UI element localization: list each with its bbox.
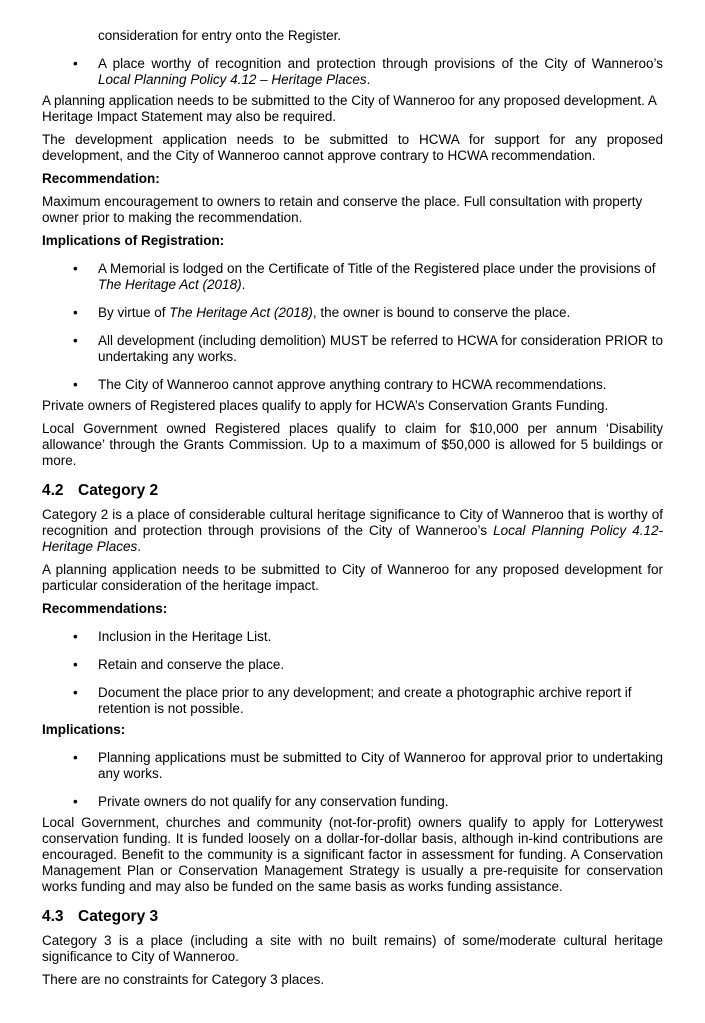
para-lotterywest-funding: Local Government, churches and community (not-for-profit) owners qualify to apply for Lotterywest conservation funding. It is funded loosely on a dollar-for-dollar basis, although in-kind contributions are encouraged. Benefit to the community is a significant factor in assessment for funding. A Conservation Management Plan or Conservation Management Strategy is usually a pre-requisite for conservation works funding and may also be funded on the same basis as works funding assistance.: [42, 815, 663, 894]
bullet-text: By virtue of: [98, 305, 170, 320]
bullet-item-document: [42, 685, 663, 717]
para-planning-application-2: A planning application needs to be submitted to City of Wanneroo for any proposed development for particular consideration of the heritage impact.: [42, 562, 663, 593]
bullet-icon: •: [73, 56, 78, 71]
bullet-item-all-development: [42, 333, 663, 365]
para-private-owners: Private owners of Registered places qualify to apply for HCWA’s Conservation Grants Funding.: [42, 398, 609, 413]
para-text-post: .: [137, 539, 142, 554]
bullet-text: Planning applications must be submitted to City of Wanneroo for approval prior to undertaking any works.: [98, 750, 663, 781]
bullet-item-retain: [42, 657, 663, 673]
bullet-icon: •: [73, 750, 78, 765]
heading-implications: Implications:: [42, 722, 126, 737]
bullet-icon: •: [73, 305, 78, 320]
bullet-item-cannot-approve: [42, 377, 663, 393]
italic-policy-title: Local Planning Policy 4.12-Heritage Places: [42, 523, 664, 554]
italic-heritage-act: The Heritage Act (2018): [98, 277, 242, 292]
para-category2-intro: [42, 507, 663, 555]
bullet-text-post: .: [241, 277, 246, 292]
section-number: 4.3: [42, 908, 64, 925]
section-heading-4-2: [42, 482, 663, 499]
bullet-text-post: , the owner is bound to conserve the place.: [312, 305, 571, 320]
heading-recommendations: Recommendations:: [42, 601, 168, 616]
bullet-item-planning-approval: [42, 750, 663, 782]
bullet-icon: •: [73, 377, 78, 392]
bullet-icon: •: [73, 657, 78, 672]
list-item-continuation: [42, 28, 663, 44]
para-planning-application: A planning application needs to be submitted to the City of Wanneroo for any proposed development. A Heritage Impact Statement may also be required.: [42, 93, 657, 124]
bullet-icon: •: [73, 629, 78, 644]
bullet-text: A Memorial is lodged on the Certificate of Title of the Registered place under the provisions of: [98, 261, 656, 276]
para-text: Category 2 is a place of considerable cultural heritage significance to City of Wanneroo that is worthy of recognition and protection through provisions of the City of Wanneroo’s: [42, 507, 663, 538]
bullet-text: The City of Wanneroo cannot approve anything contrary to HCWA recommendations.: [98, 377, 607, 392]
bullet-text: All development (including demolition) MUST be referred to HCWA for consideration PRIOR to undertaking any works.: [98, 333, 663, 364]
bullet-item-memorial: [42, 261, 663, 293]
bullet-item-heritage-act: [42, 305, 663, 321]
bullet-text: Inclusion in the Heritage List.: [98, 629, 272, 644]
para-maximum-encouragement: Maximum encouragement to owners to retain and conserve the place. Full consultation with property owner prior to making the recommendation.: [42, 194, 643, 225]
continuation-text: consideration for entry onto the Register.: [98, 28, 342, 43]
bullet-icon: •: [73, 794, 78, 809]
section-title: Category 2: [78, 482, 159, 499]
bullet-icon: •: [73, 261, 78, 276]
bullet-item-inclusion: [42, 629, 663, 645]
bullet-item-place-worthy: [42, 56, 663, 88]
bullet-text: Document the place prior to any development; and create a photographic archive report if retention is not possible.: [98, 685, 632, 716]
bullet-icon: •: [73, 333, 78, 348]
section-heading-4-3: [42, 908, 663, 925]
bullet-text: Private owners do not qualify for any conservation funding.: [98, 794, 449, 809]
para-development-application: The development application needs to be submitted to HCWA for support for any proposed development, and the City of Wanneroo cannot approve contrary to HCWA recommendation.: [42, 132, 663, 163]
italic-policy-title: Local Planning Policy 4.12 – Heritage Places: [98, 72, 367, 87]
heading-recommendation: Recommendation:: [42, 171, 160, 186]
section-title: Category 3: [78, 908, 159, 925]
section-number: 4.2: [42, 482, 64, 499]
italic-heritage-act: The Heritage Act (2018): [169, 305, 313, 320]
bullet-text-post: .: [366, 72, 371, 87]
bullet-text: Retain and conserve the place.: [98, 657, 285, 672]
bullet-text: A place worthy of recognition and protection through provisions of the City of Wanneroo’s: [98, 56, 663, 71]
bullet-item-private-funding: [42, 794, 663, 810]
para-category3-intro: Category 3 is a place (including a site with no built remains) of some/moderate cultural heritage significance to City of Wanneroo.: [42, 933, 663, 964]
para-no-constraints: There are no constraints for Category 3 places.: [42, 972, 325, 987]
heading-implications-of-registration: Implications of Registration:: [42, 233, 225, 248]
para-local-government-allowance: Local Government owned Registered places qualify to claim for $10,000 per annum ‘Disability allowance’ through the Grants Commission. Up to a maximum of $50,000 is allowed for 5 buildings or more.: [42, 421, 663, 468]
bullet-icon: •: [73, 685, 78, 700]
